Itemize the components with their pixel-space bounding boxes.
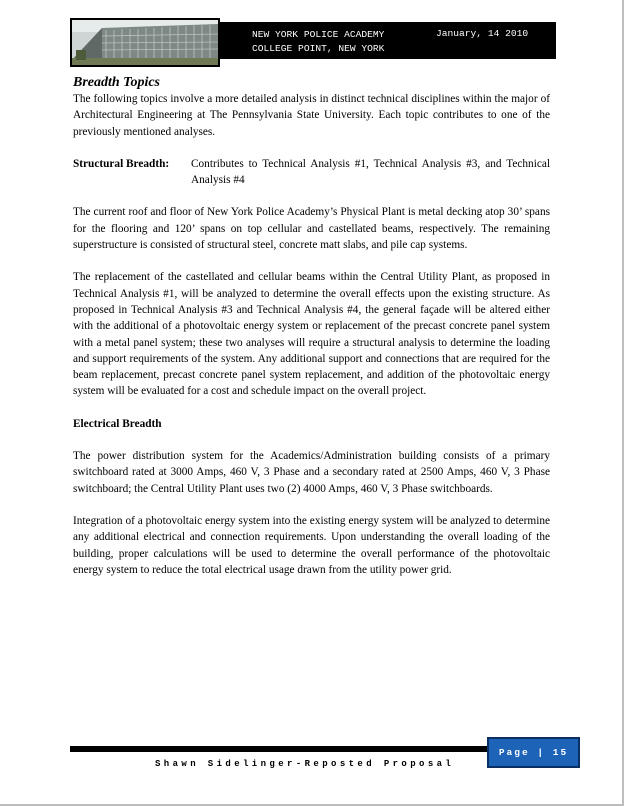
section-title: Breadth Topics [73, 75, 160, 90]
header-date: January, 14 2010 [436, 28, 529, 39]
building-photo [70, 18, 220, 67]
footer-rule [70, 746, 490, 752]
electrical-paragraph-2: Integration of a photovoltaic energy system into the existing energy system will be analyzed to determine any additional electrical and connection requirements. Upon understanding the overall loading of the building, proper calculations will be used to determine the overall performance of the photovoltaic energy system to reduce the total electrical usage drawn from the utility power grid. [73, 514, 550, 576]
structural-breadth-desc: Contributes to Technical Analysis #1, Technical Analysis #3, and Technical Analysis #4 [191, 157, 550, 187]
electrical-paragraph-1: The power distribution system for the Academics/Administration building consists of a primary switchboard rated at 3000 Amps, 460 V, 3 Phase and a secondary rated at 2500 Amps, 460 V, 3 Phase switchboard; the Central Utility Plant uses two (2) 4000 Amps, 460 V, 3 Phase switchboards. [73, 450, 550, 495]
structural-paragraph-1: The current roof and floor of New York Police Academy’s Physical Plant is metal decking atop 30’ spans for the flooring and 120’ spans on top cellular and castellated beams, respectively. The remaining superstructure is consisted of structural steel, concrete matt slabs, and pile cap systems. [73, 206, 550, 252]
page-number-box [487, 737, 580, 768]
footer-author: Shawn Sidelinger-Reposted Proposal [155, 759, 455, 769]
intro-paragraph: The following topics involve a more detailed analysis in distinct technical disciplines within the major of Architectural Engineering at The Pennsylvania State University. Each topic contributes to one of the previously mentioned analyses. [73, 93, 550, 138]
header-line-2: COLLEGE POINT, NEW YORK [252, 42, 385, 54]
structural-paragraph-2: The replacement of the castellated and cellular beams within the Central Utility Plant, as proposed in Technical Analysis #1, will be analyzed to determine the overall effects upon the existing structure. As proposed in Technical Analysis #3 and Technical Analysis #4, the general façade will be altered either with the additional of a photovoltaic energy system or replacement of the precast concrete panel system with a metal panel system; these two analyses will require a structural analysis to determine the loading and support requirements of the system. Any additional support and connections that are required for the beam replacement, precast concrete panel system replacement, and addition of the photovoltaic energy system will be evaluated for a cost and schedule impact on the overall project. [73, 271, 550, 398]
structural-breadth-row [73, 156, 550, 189]
page-content [73, 74, 550, 594]
structural-breadth-label: Structural Breadth: [73, 157, 170, 170]
electrical-breadth-heading: Electrical Breadth [73, 417, 162, 430]
page-number-label: Page | 15 [498, 747, 569, 758]
header-line-1: NEW YORK POLICE ACADEMY [252, 29, 385, 40]
